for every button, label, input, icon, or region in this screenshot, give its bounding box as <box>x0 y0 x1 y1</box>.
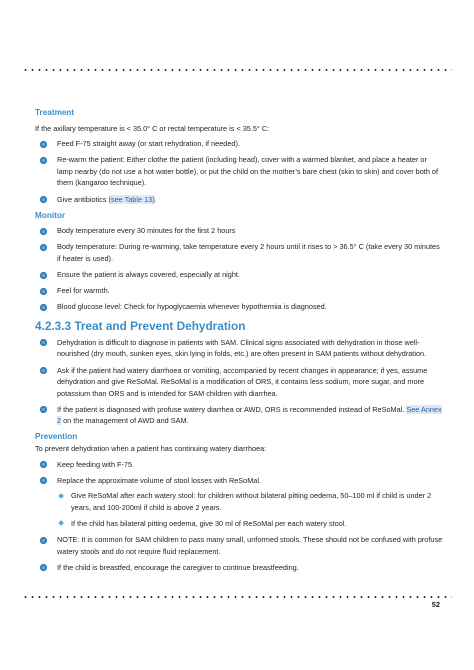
bullet-icon <box>40 477 47 484</box>
bullet-icon <box>40 157 47 164</box>
list-item: Ask if the patient had watery diarrhoea or vomiting, accompanied by recent changes in appearance; if yes, assume dehydration and give ReSoMal. ReSoMal is a modification of ORS, it contains less sodium, more sugar, and more potassium than ORS and is intended for SAM children with diarrhea. <box>35 365 443 400</box>
list-item: Give antibiotics (see Table 13). <box>35 194 443 206</box>
list-item: Re-warm the patient: Either clothe the patient (including head), cover with a warmed blanket, and place a heater or lamp nearby (do not use a hot water bottle), or put the child on the mother’s bare chest (skin to skin) and cover both of them (kangaroo technique). <box>35 154 443 189</box>
table-13-link[interactable]: (see Table 13) <box>108 194 155 204</box>
bullet-icon <box>40 272 47 279</box>
bullet-icon <box>40 304 47 311</box>
bullet-icon <box>40 537 47 544</box>
bullet-icon <box>40 367 47 374</box>
top-dotted-divider <box>22 69 452 71</box>
annex-2-link[interactable]: See Annex 2 <box>57 404 442 426</box>
list-item: NOTE: It is common for SAM children to pass many small, unformed stools. These should not be confused with profuse watery stools and do not require fluid replacement. <box>35 534 443 557</box>
list-item: Body temperature every 30 minutes for the first 2 hours <box>35 225 443 237</box>
list-item: Ensure the patient is always covered, especially at night. <box>35 269 443 281</box>
dehydration-list <box>35 337 443 427</box>
bullet-icon <box>40 244 47 251</box>
list-item: If the patient is diagnosed with profuse watery diarrhea or AWD, ORS is recommended instead of ReSoMal. See Annex 2 on the management of AWD and SAM. <box>35 404 443 427</box>
list-item: Keep feeding with F-75. <box>35 459 443 471</box>
monitor-heading: Monitor <box>35 210 66 220</box>
page-number: 52 <box>431 600 440 609</box>
resomal-sublist <box>57 490 443 529</box>
bullet-icon <box>40 196 47 203</box>
treatment-heading: Treatment <box>35 108 75 117</box>
list-item: If the child is breastfed, encourage the caregiver to continue breastfeeding. <box>35 562 443 574</box>
section-title: 4.2.3.3 Treat and Prevent Dehydration <box>35 318 246 333</box>
list-item: Dehydration is difficult to diagnose in patients with SAM. Clinical signs associated with dehydration in those well-nourished (dry mouth, sunken eyes, skin lying in folds, etc.) are often present in SAM patients without dehydration. <box>35 337 443 360</box>
sub-list-item: Give ReSoMal after each watery stool: for children without bilateral pitting oedema, 50–100 ml if child is under 2 years, and 100-200ml if child is above 2 years. <box>57 490 443 513</box>
list-item: Blood glucose level: Check for hypoglycaemia whenever hypothermia is diagnosed. <box>35 301 443 313</box>
prevention-heading: Prevention <box>35 432 78 442</box>
bullet-icon <box>40 564 47 571</box>
prevention-intro: To prevent dehydration when a patient has continuing watery diarrhoea: <box>35 444 267 454</box>
page-content <box>35 107 443 578</box>
bottom-dotted-divider <box>22 596 452 598</box>
treatment-intro: If the axillary temperature is < 35.0° C or rectal temperature is < 35.5° C: <box>35 123 270 133</box>
list-item: Feel for warmth. <box>35 285 443 297</box>
bullet-icon <box>40 228 47 235</box>
sub-list-item: If the child has bilateral pitting oedema, give 30 ml of ReSoMal per each watery stool. <box>57 518 443 530</box>
monitor-list <box>35 225 443 313</box>
bullet-icon <box>40 141 47 148</box>
prevention-list <box>35 459 443 574</box>
list-item: Replace the approximate volume of stool losses with ReSoMal. Give ReSoMal after each watery stool: for children without bilateral pitting oedema, 50–100 ml if child is under 2 years, and 100-200ml if child is above 2 years. If the child has bilateral pitting oedema, give 30 ml of ReSoMal per each watery stool. <box>35 475 443 530</box>
diamond-bullet-icon <box>58 520 64 526</box>
list-item: Body temperature: During re-warming, take temperature every 2 hours until it rises to > 36.5° C (take every 30 minutes if heater is used). <box>35 241 443 264</box>
bullet-icon <box>40 406 47 413</box>
treatment-list <box>35 138 443 205</box>
list-item: Feed F-75 straight away (or start rehydration, if needed). <box>35 138 443 150</box>
bullet-icon <box>40 339 47 346</box>
bullet-icon <box>40 461 47 468</box>
diamond-bullet-icon <box>58 493 64 499</box>
bullet-icon <box>40 288 47 295</box>
